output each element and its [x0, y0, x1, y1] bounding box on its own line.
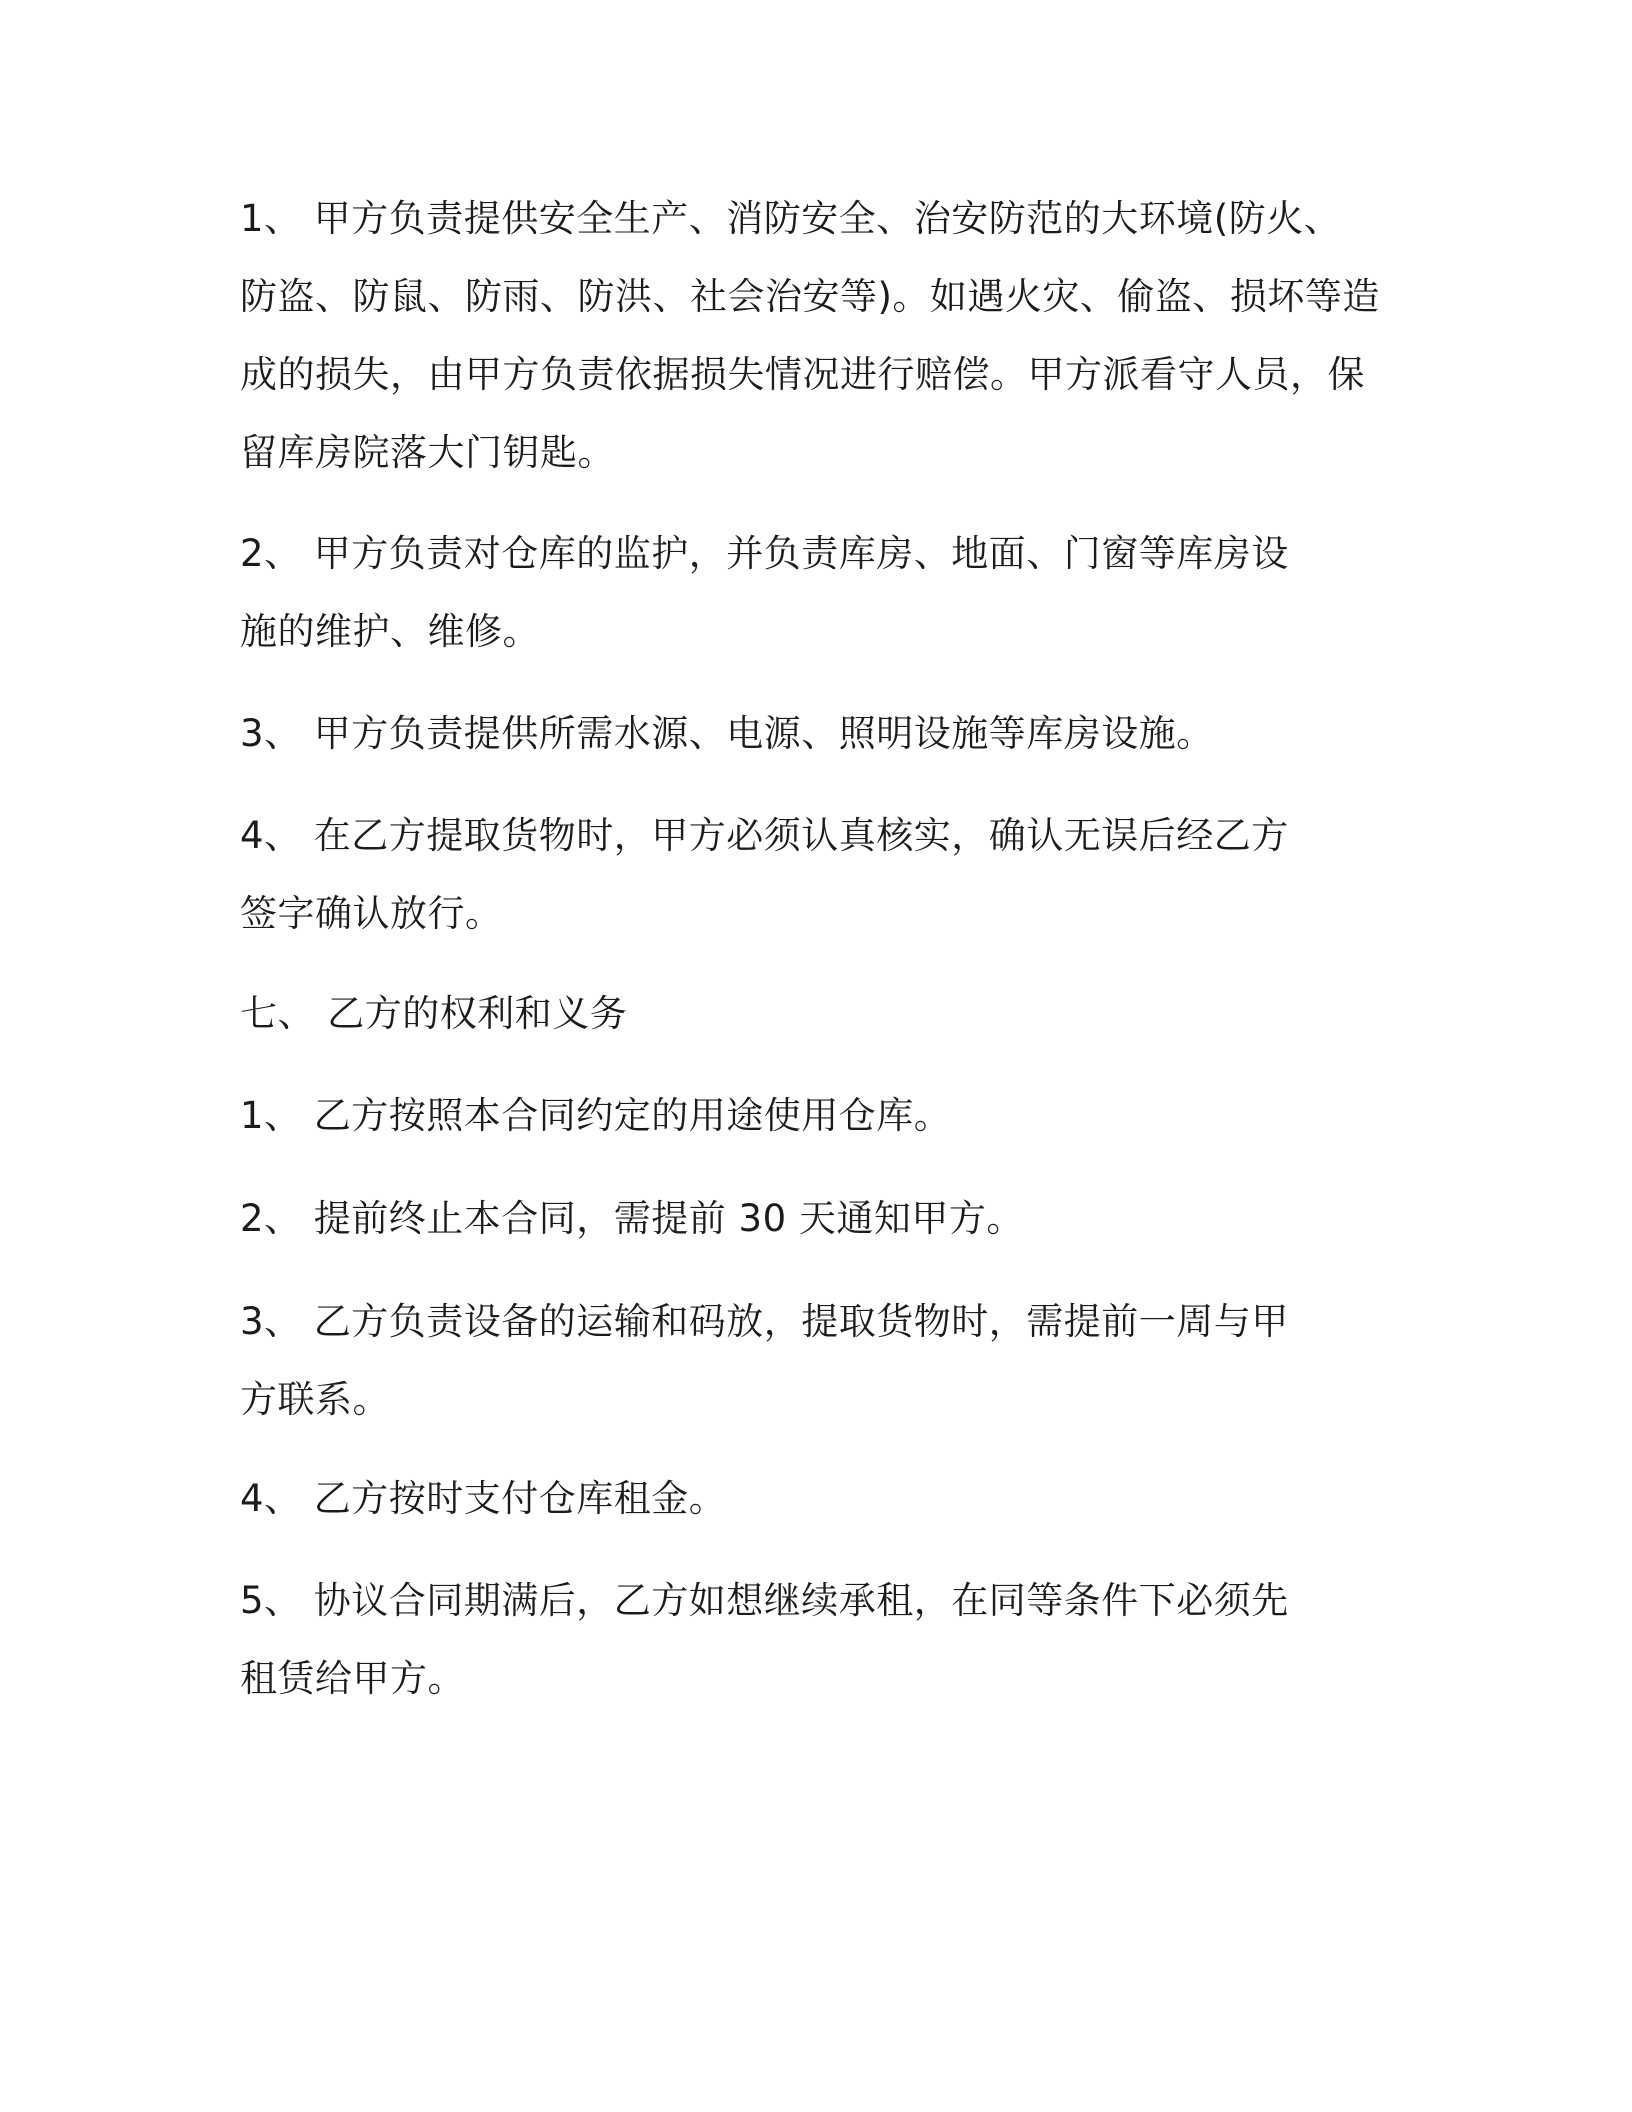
- clause-party-b-4: 4、 乙方按时支付仓库租金。: [240, 1477, 727, 1520]
- clause-party-b-5: 5、 协议合同期满后，乙方如想继续承租，在同等条件下必须先 租赁给甲方。: [240, 1579, 1289, 1700]
- clause-party-b-2: 2、 提前终止本合同，需提前 30 天通知甲方。: [240, 1197, 1024, 1240]
- section-heading-party-b: 七、 乙方的权利和义务: [240, 992, 628, 1035]
- clause-party-a-1: 1、 甲方负责提供安全生产、消防安全、治安防范的大环境(防火、 防盗、防鼠、防雨、防洪、社会治安等)。如遇火灾、偷盗、损坏等造 成的损失，由甲方负责依据损失情况进行赔偿。甲方派看守人员，保 留库房院落大门钥匙。: [240, 197, 1380, 474]
- clause-party-b-3: 3、 乙方负责设备的运输和码放，提取货物时，需提前一周与甲 方联系。: [240, 1300, 1289, 1421]
- clause-party-a-3: 3、 甲方负责提供所需水源、电源、照明设施等库房设施。: [240, 712, 1214, 755]
- clause-party-a-2: 2、 甲方负责对仓库的监护，并负责库房、地面、门窗等库房设 施的维护、维修。: [240, 532, 1289, 653]
- clause-party-a-4: 4、 在乙方提取货物时，甲方必须认真核实，确认无误后经乙方 签字确认放行。: [240, 814, 1289, 935]
- clause-party-b-1: 1、 乙方按照本合同约定的用途使用仓库。: [240, 1094, 952, 1137]
